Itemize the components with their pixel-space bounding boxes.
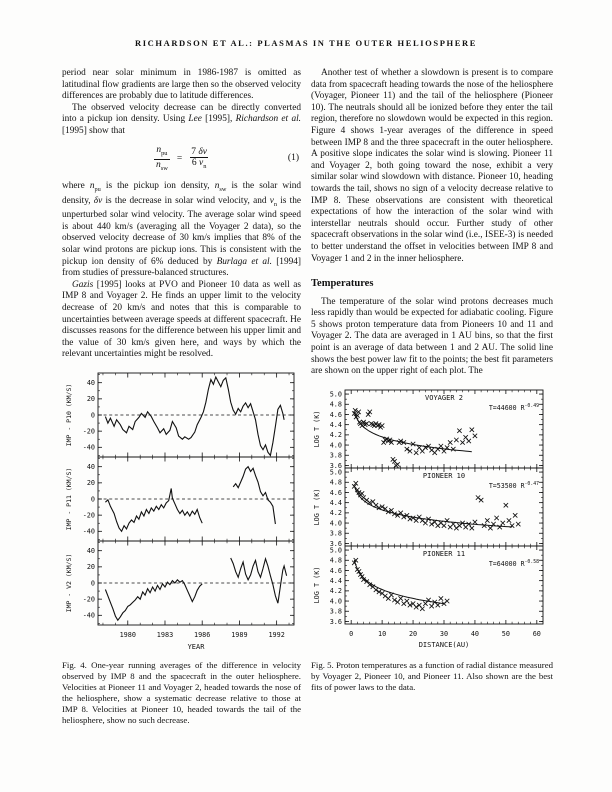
- y-axis-label: LOG T (K): [313, 566, 321, 604]
- y-tick-label: 4.8: [329, 556, 342, 565]
- x-tick-label: 1986: [194, 630, 211, 639]
- y-tick-label: 4.2: [329, 431, 342, 440]
- y-tick-label: -20: [82, 511, 95, 520]
- right-column: [311, 68, 553, 693]
- equation-lhs-fraction: $\frac{n_{pu}}{n_{sw}}$: [154, 145, 170, 175]
- x-axis-label: YEAR: [187, 642, 205, 651]
- equation-number: (1): [287, 153, 299, 164]
- y-axis-label: IMP - P10 (KM/S): [65, 383, 73, 447]
- paragraph: period near solar minimum in 1986-1987 is omitted as latitudinal flow gradients are large then so the observed velocity differences are probably due to latitude differences.: [62, 68, 301, 102]
- equation-1: [62, 145, 301, 175]
- x-tick-label: 0: [349, 629, 354, 638]
- paragraph: The observed velocity decrease can be directly converted into a pickup ion density. Using Lee [1995], Richardson et al. [1995] show that: [62, 102, 301, 136]
- y-tick-label: 40: [86, 378, 95, 387]
- y-tick-label: 4.8: [329, 400, 342, 409]
- y-tick-label: 4.4: [329, 420, 342, 429]
- x-tick-label: 10: [378, 629, 387, 638]
- series-line: [105, 377, 284, 455]
- y-tick-label: 3.8: [329, 451, 342, 460]
- y-tick-label: 20: [86, 395, 95, 404]
- y-tick-label: 4.6: [329, 488, 342, 497]
- y-tick-label: 4.8: [329, 478, 342, 487]
- x-tick-label: 1983: [156, 630, 174, 639]
- y-tick-label: -20: [82, 595, 95, 604]
- x-tick-label: 1980: [119, 630, 136, 639]
- figure-5-caption: Fig. 5. Proton temperatures as a function of radial distance measured by Voyager 2, Pioneer 10, and Pioneer 11. Also shown are the best fits of power laws to the data.: [311, 660, 553, 693]
- left-column: [62, 68, 301, 726]
- x-tick-label: 40: [470, 629, 480, 638]
- y-tick-label: 20: [86, 479, 95, 488]
- paragraph: The temperature of the solar wind protons decreases much less rapidly than would be expected for adiabatic cooling. Figure 5 shows proton temperature data from Pioneers 10 and 11 and Voyager 2. The data are averaged in 1 AU bins, so that the first point is an average of data between 1 and 2 AU. The solid line shows the best power law fit to the points; the best fit parameters are shown on the upper right of each plot. The: [311, 296, 553, 377]
- paragraph: where $n_{pu}$ is the pickup ion density, $n_{sw}$ is the solar wind density, δv is the decrease in solar wind velocity, and $v_n$ is the unperturbed solar wind velocity. The average solar wind speed is about 440 km/s (averaging all the Voyager 2 data), so the observed velocity decrease of 30 km/s implies that 8% of the solar wind protons are pickup ions. This is consistent with the pickup ion density of 6% deduced by Burlaga et al. [1994] from studies of pressure-balanced structures.: [62, 181, 301, 279]
- series-line: [233, 467, 275, 524]
- y-tick-label: 5.0: [329, 546, 342, 555]
- y-tick-label: 4.6: [329, 566, 342, 575]
- y-tick-label: 3.8: [329, 607, 342, 616]
- y-tick-label: 3.6: [329, 539, 342, 548]
- figure-4: [62, 369, 301, 658]
- y-axis-label: LOG T (K): [313, 488, 321, 526]
- y-axis-label: IMP - V2 (KM/S): [65, 553, 73, 613]
- series-line: [105, 488, 202, 531]
- fit-label: T=53500 $R^{-0.47}$: [488, 481, 539, 490]
- y-axis-label: LOG T (K): [313, 410, 321, 448]
- x-axis-label: DISTANCE(AU): [418, 640, 470, 649]
- y-tick-label: 4.2: [329, 587, 342, 596]
- fit-label: T=44600 $R^{-0.49}$: [488, 403, 539, 412]
- figure-4-chart: [62, 369, 300, 653]
- series-line: [231, 558, 287, 603]
- section-heading-temperatures: Temperatures: [311, 278, 374, 290]
- figure-5: [311, 386, 553, 659]
- y-tick-label: -40: [82, 611, 95, 620]
- figure-4-caption: Fig. 4. One-year running averages of the difference in velocity observed by IMP 8 and the spacecraft in the outer heliosphere. Velocities at Pioneer 11 and Voyager 2, headed towards the nose of the heliosphere, show a systematic decrease relative to those at IMP 8. Velocities at Pioneer 10, headed towards the tail of the heliosphere, show no such decrease.: [62, 659, 301, 725]
- y-tick-label: 20: [86, 563, 95, 572]
- y-tick-label: -20: [82, 427, 95, 436]
- y-tick-label: -40: [82, 443, 95, 452]
- y-tick-label: 40: [86, 462, 95, 471]
- y-tick-label: 3.6: [329, 617, 342, 626]
- y-tick-label: 4.2: [329, 509, 342, 518]
- running-header: RICHARDSON ET AL.: PLASMAS IN THE OUTER HELIOSPHERE: [134, 38, 477, 48]
- y-tick-label: 0: [90, 411, 95, 420]
- fit-line: [354, 412, 472, 452]
- scatter-points: [352, 408, 477, 467]
- y-tick-label: 4.0: [329, 519, 342, 528]
- x-tick-label: 1992: [268, 630, 285, 639]
- figure-5-chart: [311, 386, 551, 654]
- equation-rhs-fraction: $\frac{7 \delta v}{6 v_n}$: [189, 147, 209, 173]
- panel-title: PIONEER 10: [422, 471, 466, 480]
- x-tick-label: 20: [408, 629, 418, 638]
- y-tick-label: 3.8: [329, 529, 342, 538]
- fit-label: T=64000 $R^{-0.58}$: [488, 559, 539, 568]
- paragraph: Gazis [1995] looks at PVO and Pioneer 10 data as well as IMP 8 and Voyager 2. He finds an upper limit to the velocity decrease of 20 km/s and notes that this is comparable to uncertainties between average speeds at different spacecraft. He discusses reasons for the difference between his upper limit and the value of 30 km/s given here, and ways by which the relevant uncertainties might be resolved.: [62, 279, 301, 360]
- y-axis-label: IMP - P11 (KM/S): [65, 467, 73, 531]
- y-tick-label: 0: [90, 579, 95, 588]
- panel-title: VOYAGER 2: [425, 393, 463, 402]
- y-tick-label: 40: [86, 546, 95, 555]
- x-tick-label: 50: [501, 629, 510, 638]
- x-tick-label: 30: [439, 629, 449, 638]
- series-line: [105, 580, 202, 620]
- y-tick-label: 4.4: [329, 498, 342, 507]
- y-tick-label: 4.0: [329, 597, 342, 606]
- x-tick-label: 60: [532, 629, 541, 638]
- y-tick-label: 5.0: [329, 390, 342, 399]
- x-tick-label: 1989: [231, 630, 248, 639]
- y-tick-label: 5.0: [329, 468, 342, 477]
- y-tick-label: 4.0: [329, 441, 342, 450]
- scatter-points: [352, 558, 449, 611]
- y-tick-label: 0: [90, 495, 95, 504]
- paragraph: Another test of whether a slowdown is present is to compare data from spacecraft heading towards the nose of the heliosphere (Voyager, Pioneer 11) and the tail of the heliosphere (Pioneer 10). The neutrals should all be ionized before they enter the tail region, therefore no slowdown would be expected in this region. Figure 4 shows 1-year averages of the difference in speed between IMP 8 and the three spacecraft in the outer heliosphere. A positive slope indicates the solar wind is slowing. Pioneer 11 and Voyager 2, both going toward the nose, exhibit a very similar solar wind slowdown with distance. Pioneer 10, heading towards the tail, shows no sign of a velocity decrease relative to IMP 8. These observations are consistent with theoretical expectations of how the interaction of the solar wind with interstellar neutrals should occur. Further study of other spacecraft observations in the solar wind (i.e., ISEE-3) is needed to better understand the offset in velocities between IMP 8 and Voyager 1 and 2 in the inner heliosphere.: [311, 68, 553, 264]
- y-tick-label: 4.4: [329, 576, 342, 585]
- y-tick-label: -40: [82, 527, 95, 536]
- y-tick-label: 4.6: [329, 410, 342, 419]
- equals-sign: =: [176, 153, 183, 164]
- panel-title: PIONEER 11: [422, 549, 466, 558]
- y-tick-label: 3.6: [329, 461, 342, 470]
